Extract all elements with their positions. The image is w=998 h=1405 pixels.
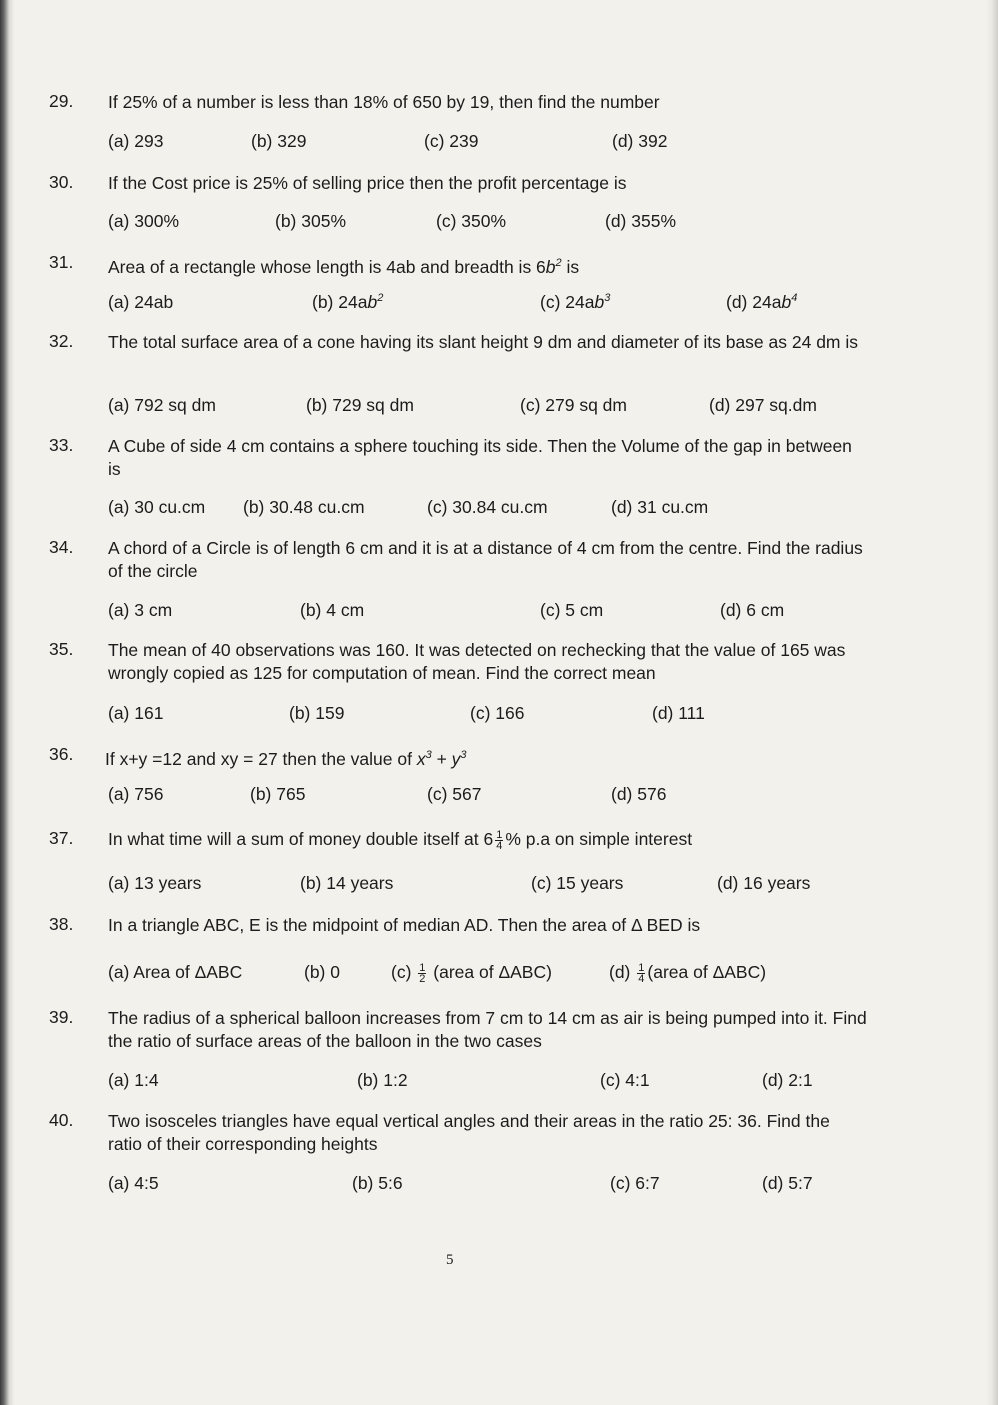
option-b: (b) 159 <box>289 703 345 723</box>
option-c: (c) 15 years <box>531 873 624 893</box>
option-b: (b) 30.48 cu.cm <box>243 497 365 517</box>
option-c: (c) 6:7 <box>610 1173 660 1193</box>
option-a: (a) 24ab <box>108 292 174 312</box>
option-d: (d) 31 cu.cm <box>611 497 709 517</box>
page-right-edge <box>986 0 998 1405</box>
option-c: (c) $\frac{1}{2}$ (area of ΔABC) <box>391 961 552 985</box>
fraction: $\frac{1}{2}$ <box>419 961 426 985</box>
option-a: (a) 300% <box>108 211 180 231</box>
question-number: 36. <box>49 744 74 764</box>
option-c: (c) $24ab^3$ <box>540 292 611 312</box>
option-d: (d) 111 <box>652 703 705 723</box>
question-number: 30. <box>49 172 74 192</box>
option-a: (a) 161 <box>108 703 164 723</box>
option-c: (c) 4:1 <box>600 1070 650 1090</box>
option-a: (a) 756 <box>108 784 164 804</box>
fraction: $\frac{1}{4}$ <box>496 828 503 852</box>
question-number: 32. <box>49 331 74 351</box>
question-number: 37. <box>49 828 74 848</box>
option-b: (b) 765 <box>250 784 306 804</box>
question-number: 35. <box>49 639 74 659</box>
question-text: Area of a rectangle whose length is 4ab and breadth is $6b^2$ is <box>108 256 580 277</box>
question-number: 34. <box>49 537 74 557</box>
option-d: (d) $\frac{1}{4}$ (area of ΔABC) <box>609 961 767 985</box>
option-b: (b) 0 <box>304 962 340 982</box>
question-text: The total surface area of a cone having its slant height 9 dm and diameter of its base as 24 dm is <box>108 332 859 352</box>
option-b: (b) 5:6 <box>352 1173 403 1193</box>
question-text: A Cube of side 4 cm contains a sphere touching its side. Then the Volume of the gap in between is <box>108 436 852 479</box>
option-a: (a) 3 cm <box>108 600 173 620</box>
option-d: (d) 6 cm <box>720 600 785 620</box>
option-d: (d) 16 years <box>717 873 811 893</box>
question-number: 39. <box>49 1007 74 1027</box>
option-a: (a) 13 years <box>108 873 202 893</box>
fraction: $\frac{1}{4}$ <box>638 961 645 985</box>
option-c: (c) 5 cm <box>540 600 604 620</box>
option-b: (b) 1:2 <box>357 1070 408 1090</box>
question-number: 38. <box>49 914 74 934</box>
question-text: The radius of a spherical balloon increases from 7 cm to 14 cm as air is being pumped into it. Find the ratio of surface areas of the balloon in the two cases <box>108 1008 867 1051</box>
option-c: (c) 350% <box>436 211 507 231</box>
question-text: If the Cost price is 25% of selling price then the profit percentage is <box>108 173 627 193</box>
option-b: (b) $24ab^2$ <box>312 292 384 312</box>
option-a: (a) 30 cu.cm <box>108 497 206 517</box>
option-c: (c) 239 <box>424 131 479 151</box>
question-number: 29. <box>49 91 74 111</box>
question-text: In a triangle ABC, E is the midpoint of median AD. Then the area of Δ BED is <box>108 915 701 935</box>
option-d: (d) 5:7 <box>762 1173 813 1193</box>
option-a: (a) 4:5 <box>108 1173 159 1193</box>
option-d: (d) 576 <box>611 784 667 804</box>
question-number: 31. <box>49 252 74 272</box>
question-text: Two isosceles triangles have equal vertical angles and their areas in the ratio 25: 36. Find the ratio of their corresponding heights <box>108 1111 830 1154</box>
option-b: (b) 729 sq dm <box>306 395 414 415</box>
option-a: (a) 792 sq dm <box>108 395 216 415</box>
option-c: (c) 30.84 cu.cm <box>427 497 548 517</box>
question-number: 33. <box>49 435 74 455</box>
page-binding-edge <box>0 0 14 1405</box>
question-text: In what time will a sum of money double itself at 6 $\frac{1}{4}$ % p.a on simple interest <box>108 828 693 852</box>
question-text: A chord of a Circle is of length 6 cm and it is at a distance of 4 cm from the centre. Find the radius of the circle <box>108 538 863 581</box>
option-c: (c) 567 <box>427 784 482 804</box>
question-text: If 25% of a number is less than 18% of 650 by 19, then find the number <box>108 92 660 112</box>
option-c: (c) 166 <box>470 703 525 723</box>
option-d: (d) 297 sq.dm <box>709 395 817 415</box>
option-c: (c) 279 sq dm <box>520 395 627 415</box>
option-d: (d) $24ab^4$ <box>726 292 798 312</box>
option-b: (b) 305% <box>275 211 347 231</box>
option-b: (b) 4 cm <box>300 600 365 620</box>
option-d: (d) 355% <box>605 211 677 231</box>
page-number: 5 <box>446 1252 454 1268</box>
option-a: (a) Area of ΔABC <box>108 962 243 982</box>
option-b: (b) 329 <box>251 131 307 151</box>
question-text: If x+y =12 and xy = 27 then the value of $x^3 + y^3$ <box>105 748 467 769</box>
option-d: (d) 2:1 <box>762 1070 813 1090</box>
option-a: (a) 293 <box>108 131 164 151</box>
question-text: The mean of 40 observations was 160. It was detected on rechecking that the value of 165 was wrongly copied as 125 for computation of mean. Find the correct mean <box>108 640 846 683</box>
option-a: (a) 1:4 <box>108 1070 159 1090</box>
option-d: (d) 392 <box>612 131 668 151</box>
question-number: 40. <box>49 1110 74 1130</box>
option-b: (b) 14 years <box>300 873 394 893</box>
